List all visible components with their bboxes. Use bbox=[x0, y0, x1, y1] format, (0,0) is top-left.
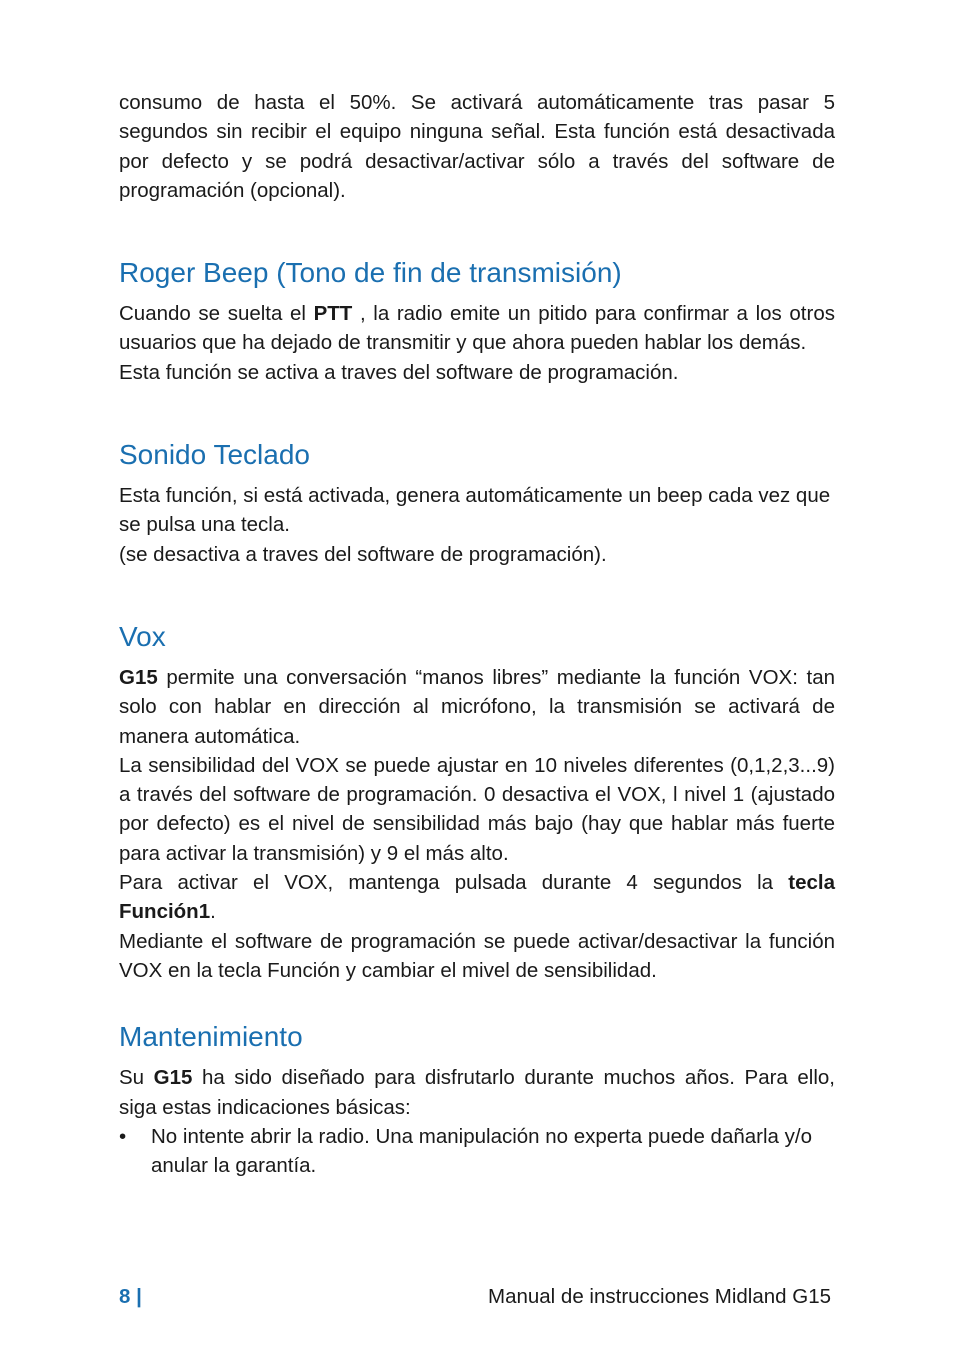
manual-title: Manual de instrucciones Midland G15 bbox=[488, 1285, 831, 1308]
bullet-icon: • bbox=[119, 1124, 127, 1148]
vox-paragraph-1: G15 permite una conversación “manos libres” mediante la función VOX: tan solo con hablar en dirección al micrófono, la transmisión se activará de manera automática. bbox=[119, 665, 835, 748]
section-vox bbox=[119, 619, 835, 985]
sonido-teclado-paragraph-1: Esta función, si está activada, genera automáticamente un beep cada vez que se pulsa una tecla. bbox=[119, 484, 831, 537]
section-sonido-teclado bbox=[119, 437, 835, 569]
list-item: • No intente abrir la radio. Una manipulación no experta puede dañarla y/o anular la garantía. bbox=[119, 1122, 835, 1181]
mantenimiento-paragraph-1: Su G15 ha sido diseñado para disfrutarlo durante muchos años. Para ello, siga estas indicaciones básicas: bbox=[119, 1066, 835, 1119]
maintenance-list bbox=[119, 1122, 835, 1181]
vox-paragraph-4: Mediante el software de programación se puede activar/desactivar la función VOX en la tecla Función y cambiar el mivel de sensibilidad. bbox=[119, 929, 835, 982]
heading-sonido-teclado: Sonido Teclado bbox=[119, 439, 310, 471]
roger-beep-paragraph-1: Cuando se suelta el PTT , la radio emite un pitido para confirmar a los otros usuarios que ha dejado de transmitir y que ahora pueden hablar los demás. bbox=[119, 302, 835, 355]
sonido-teclado-paragraph-2: (se desactiva a traves del software de programación). bbox=[119, 542, 607, 566]
roger-beep-paragraph-2: Esta función se activa a traves del software de programación. bbox=[119, 360, 679, 384]
page-number: 8 | bbox=[119, 1285, 142, 1308]
heading-mantenimiento: Mantenimiento bbox=[119, 1021, 303, 1053]
model-keyword: G15 bbox=[119, 665, 158, 689]
ptt-keyword: PTT bbox=[313, 302, 353, 326]
function-key-keyword: tecla Función1 bbox=[119, 871, 835, 924]
model-keyword: G15 bbox=[153, 1066, 193, 1090]
section-mantenimiento bbox=[119, 1019, 835, 1180]
intro-paragraph: consumo de hasta el 50%. Se activará automáticamente tras pasar 5 segundos sin recibir el equipo ninguna señal. Esta función está desactivada por defecto y se podrá desactivar/activar sólo a través del software de programación (opcional). bbox=[119, 91, 835, 202]
heading-roger-beep: Roger Beep (Tono de fin de transmisión) bbox=[119, 257, 622, 289]
vox-paragraph-3: Para activar el VOX, mantenga pulsada durante 4 segundos la tecla Función1. bbox=[119, 871, 835, 924]
page-content bbox=[119, 88, 835, 1180]
vox-paragraph-2: La sensibilidad del VOX se puede ajustar en 10 niveles diferentes (0,1,2,3...9) a través del software de programación. 0 desactiva el VOX, l nivel 1 (ajustado por defecto) es el nivel de sensibilidad más bajo (hay que hablar más fuerte para activar la transmisión) y 9 el más alto. bbox=[119, 753, 835, 865]
section-roger-beep bbox=[119, 255, 835, 387]
heading-vox: Vox bbox=[119, 620, 166, 652]
